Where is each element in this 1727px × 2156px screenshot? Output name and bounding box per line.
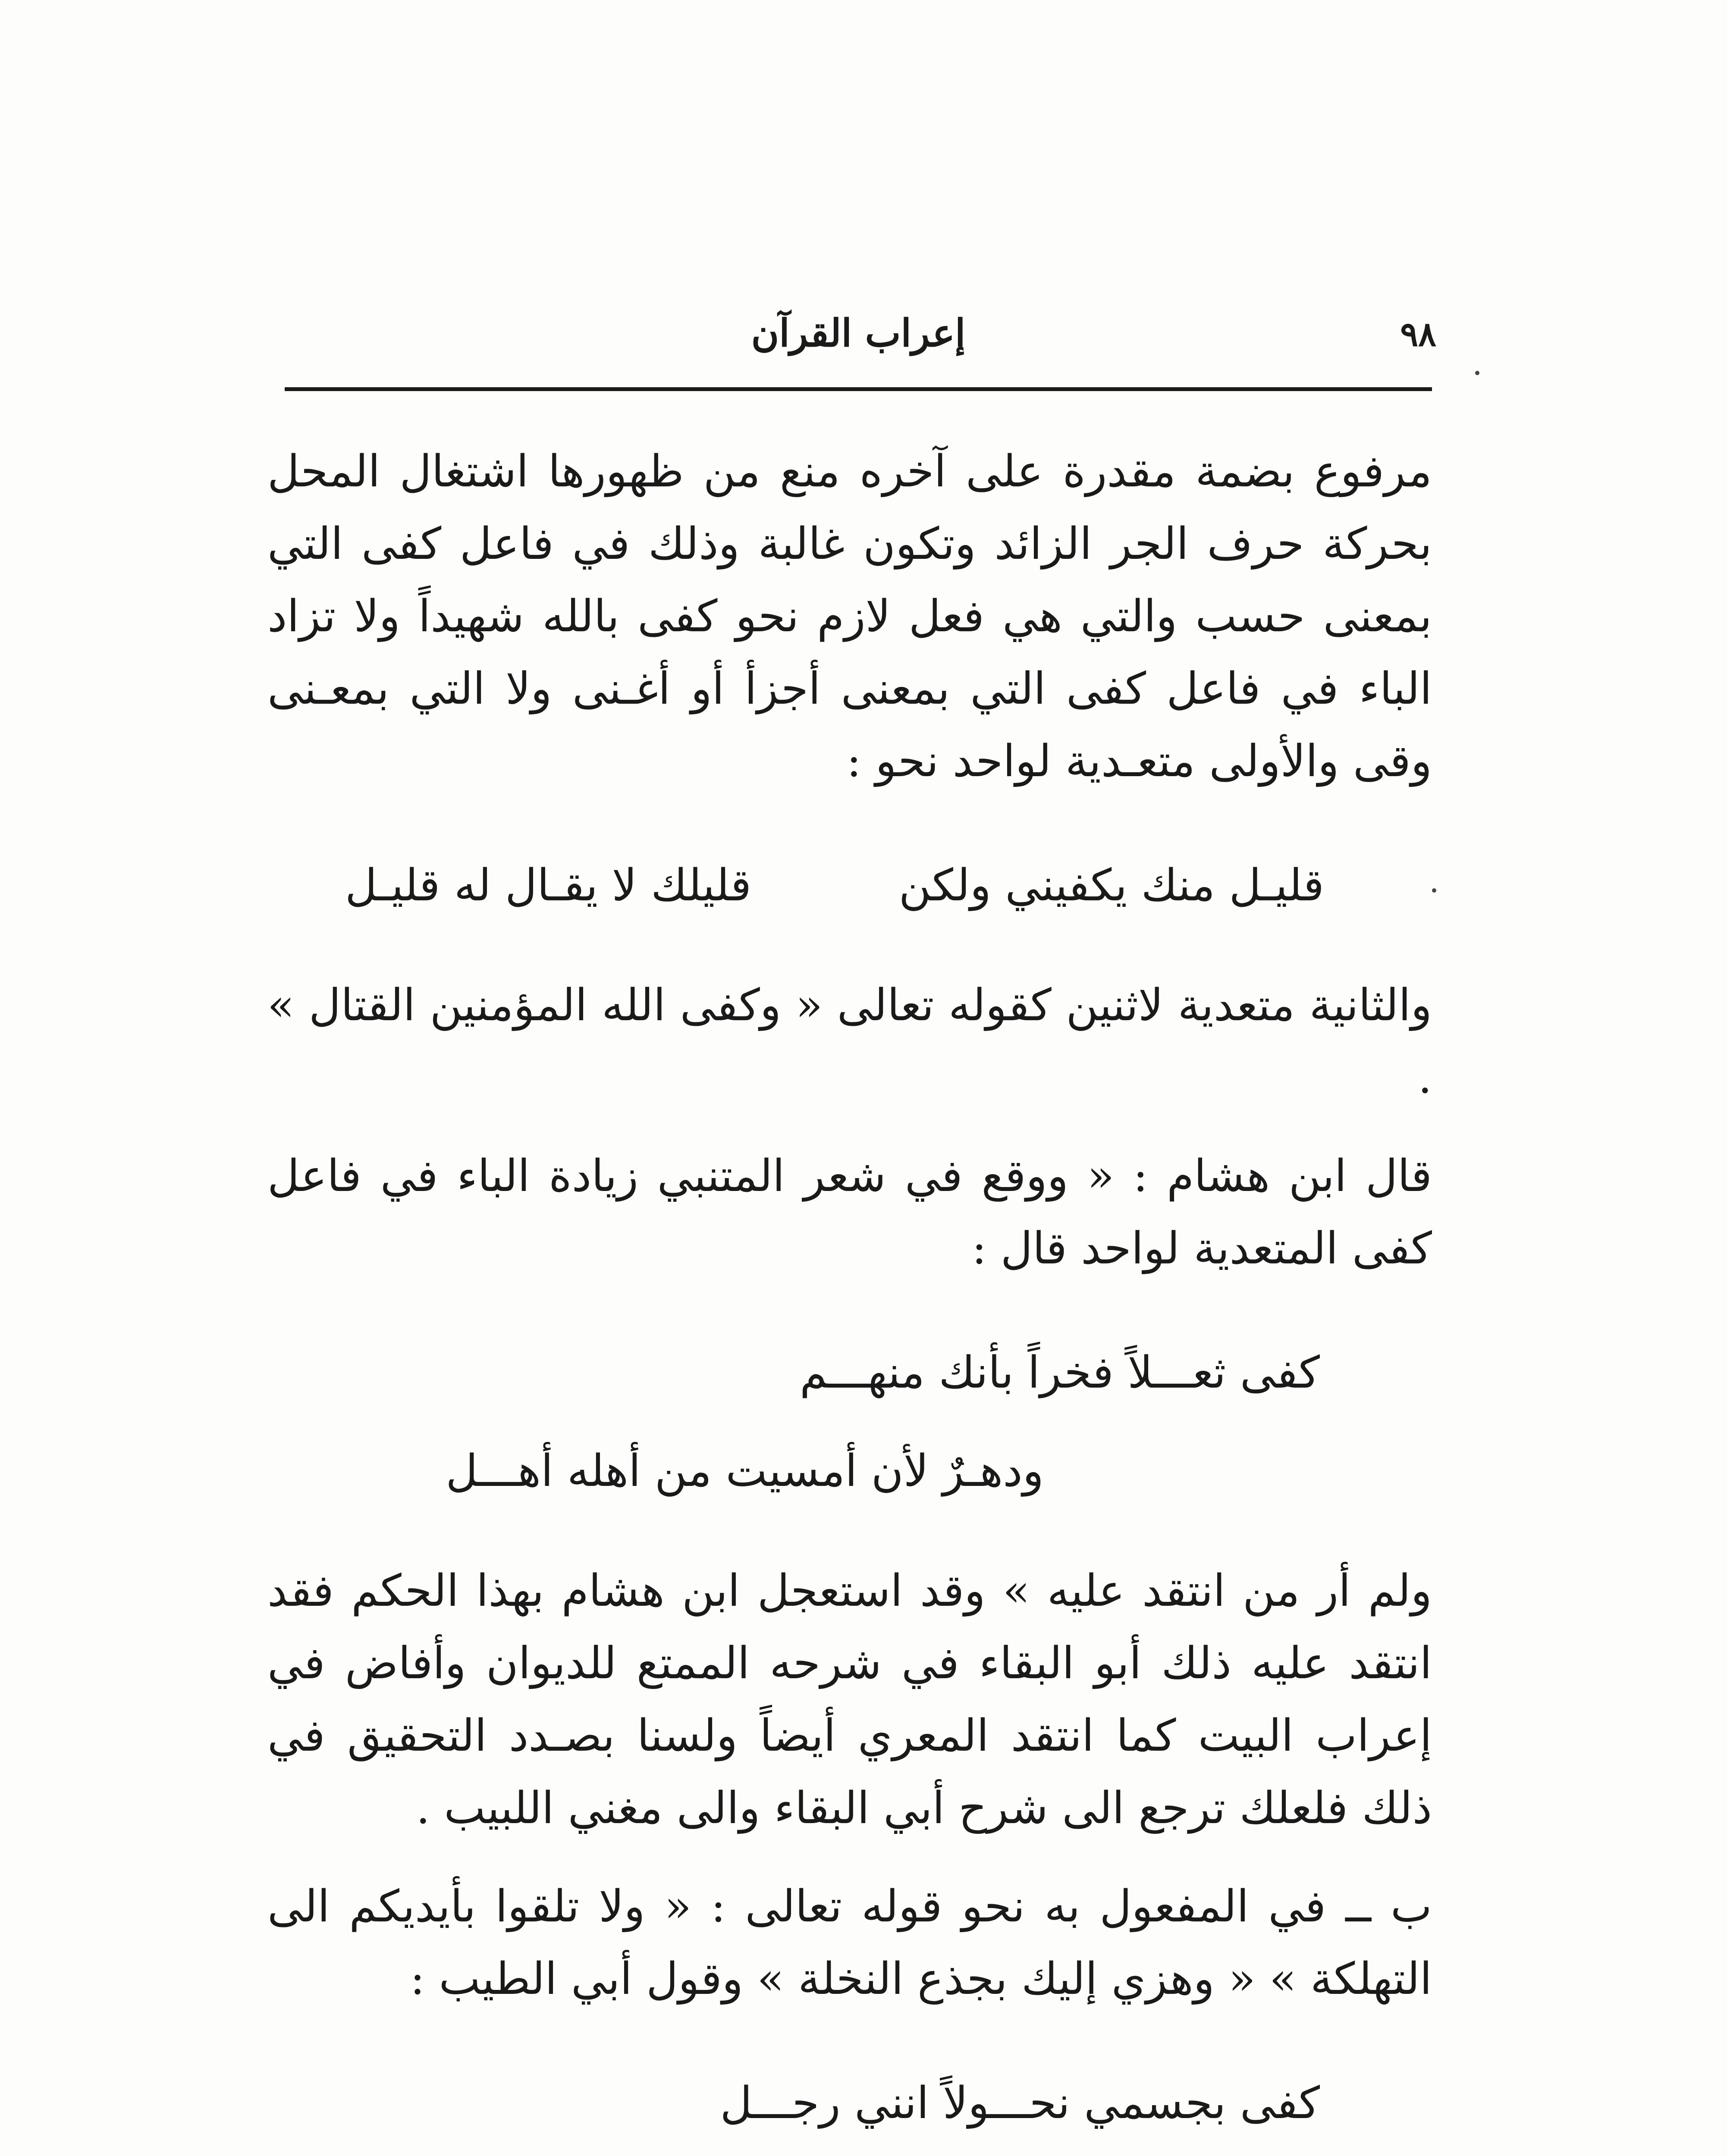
paragraph-4: ولم أر من انتقد عليه » وقد استعجل ابن هشام بهذا الحكم فقد انتقد عليه ذلك أبو البقاء في شرحه الممتع للديوان وأفاض في إعراب البيت كما انتقد المعري أيضاً ولسنا بصـدد التحقيق في ذلك فلعلك ترجع الى شرح أبي البقاء والى مغني اللبيب . — [267, 1565, 1432, 1834]
main-text — [267, 436, 1432, 2156]
running-title: إعراب القرآن — [751, 310, 966, 355]
verse-3 — [267, 2067, 1432, 2156]
verse-2-second-hemistich: ودهـرٌ لأن أمسيت من أهله أهـــل — [446, 1445, 1044, 1497]
paragraph-5: ب ــ في المفعول به نحو قوله تعالى : « ولا تلقوا بأيديكم الى التهلكة » « وهزي إليك بجذع النخلة » وقول أبي الطيب : — [267, 1881, 1432, 2005]
page-header — [280, 310, 1436, 367]
verse-3-first-hemistich: كفى بجسمي نحـــولاً انني رجـــل — [720, 2078, 1320, 2129]
paragraph-1: مرفوع بضمة مقدرة على آخره منع من ظهورها اشتغال المحل بحركة حرف الجر الزائد وتكون غالبة وذلك في فاعل كفى التي بمعنى حسب والتي هي فعل لازم نحو كفى بالله شهيداً ولا تزاد الباء في فاعل كفى التي بمعنى أجزأ أو أغـنى ولا التي بمعـنى وقى والأولى متعـدية لواحد نحو : — [267, 446, 1432, 787]
verse-1-second-hemistich: قليلك لا يقـال له قليـل — [345, 860, 752, 911]
header-rule — [285, 387, 1432, 391]
verse-1 — [267, 849, 1432, 922]
paper-speck — [1432, 888, 1436, 893]
page-number: ٩٨ — [1400, 315, 1436, 354]
paper-speck — [1475, 371, 1479, 375]
verse-1-first-hemistich: قليـل منك يكفيني ولكن — [898, 860, 1324, 911]
paragraph-2: والثانية متعدية لاثنين كقوله تعالى « وكفى الله المؤمنين القتال » . — [267, 980, 1432, 1103]
verse-2-first-hemistich: كفى ثعـــلاً فخراً بأنك منهـــم — [800, 1347, 1320, 1398]
verse-2 — [267, 1337, 1432, 1507]
paragraph-3: قال ابن هشام : « ووقع في شعر المتنبي زيادة الباء في فاعل كفى المتعدية لواحد قال : — [267, 1150, 1432, 1274]
